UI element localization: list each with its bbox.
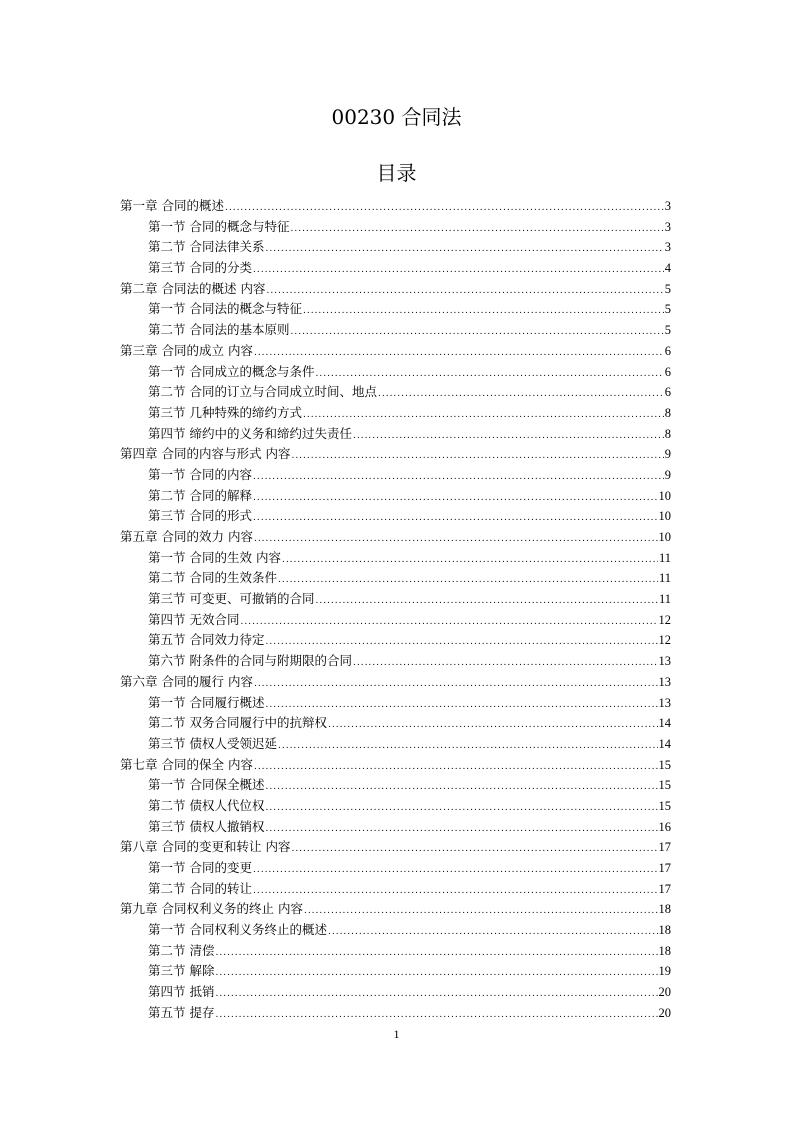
toc-section-entry[interactable] — [120, 796, 671, 817]
dot-leader — [215, 984, 657, 1005]
toc-entry-label: 第二节 合同法的基本原则 — [148, 322, 290, 338]
toc-entry-page: 17 — [658, 861, 671, 875]
toc-entry-page: 15 — [658, 757, 671, 772]
dot-leader — [328, 922, 658, 943]
toc-entry-page: 3 — [664, 240, 671, 255]
toc-entry-page: 9 — [664, 447, 671, 462]
toc-section-entry[interactable] — [120, 486, 671, 507]
toc-entry-label: 第三节 债权人撤销权 — [148, 818, 265, 834]
toc-entry-page: 12 — [658, 633, 671, 648]
toc-entry-page: 8 — [664, 405, 671, 420]
dot-leader — [291, 446, 663, 467]
toc-entry-label: 第一章 合同的概述 — [120, 198, 224, 213]
dot-leader — [290, 219, 663, 240]
dot-leader — [254, 343, 664, 364]
toc-entry-label: 第八章 合同的变更和转让 内容 — [120, 839, 291, 855]
toc-section-entry[interactable] — [120, 403, 671, 424]
toc-entry-page: 17 — [658, 840, 671, 855]
toc-entry-page: 5 — [664, 302, 671, 317]
toc-entry-label: 第二节 合同的解释 — [148, 487, 252, 503]
toc-entry-label: 第二节 债权人代位权 — [148, 797, 265, 813]
toc-chapter-entry[interactable] — [120, 196, 671, 217]
toc-entry-label: 第一节 合同成立的概念与条件 — [148, 363, 315, 379]
toc-entry-label: 第一节 合同权利义务终止的概述 — [148, 922, 327, 938]
toc-section-entry[interactable] — [120, 217, 671, 238]
toc-entry-label: 第三节 债权人受领迟延 — [148, 735, 277, 751]
dot-leader — [282, 550, 658, 571]
dot-leader — [253, 488, 658, 509]
dot-leader — [304, 901, 658, 922]
toc-section-entry[interactable] — [120, 651, 671, 672]
dot-leader — [254, 757, 658, 778]
toc-chapter-entry[interactable] — [120, 444, 671, 465]
toc-entry-label: 第七章 合同的保全 内容 — [120, 756, 253, 772]
toc-chapter-entry[interactable] — [120, 755, 671, 776]
toc-entry-page: 3 — [664, 219, 671, 234]
dot-leader — [303, 405, 664, 426]
toc-section-entry[interactable] — [120, 568, 671, 589]
toc-entry-label: 第四节 缔约中的义务和缔约过失责任 — [148, 425, 352, 441]
toc-section-entry[interactable] — [120, 320, 671, 341]
toc-section-entry[interactable] — [120, 362, 671, 383]
toc-entry-label: 第一节 合同法的概念与特征 — [148, 301, 302, 317]
toc-entry-label: 第三节 可变更、可撤销的合同 — [148, 591, 315, 607]
dot-leader — [266, 281, 663, 302]
table-of-contents — [120, 196, 671, 1024]
toc-section-entry[interactable] — [120, 693, 671, 714]
toc-entry-label: 第二节 合同的转让 — [148, 880, 252, 896]
toc-entry-label: 第一节 合同保全概述 — [148, 777, 265, 793]
toc-entry-label: 第二节 合同的订立与合同成立时间、地点 — [148, 384, 377, 400]
toc-entry-page: 19 — [658, 964, 671, 979]
toc-entry-page: 10 — [658, 509, 671, 524]
toc-section-entry[interactable] — [120, 920, 671, 941]
dot-leader — [215, 1005, 657, 1026]
toc-entry-page: 20 — [658, 1005, 671, 1020]
toc-chapter-entry[interactable] — [120, 527, 671, 548]
dot-leader — [253, 508, 658, 529]
toc-section-entry[interactable] — [120, 630, 671, 651]
document-title: 00230 合同法 — [331, 105, 462, 129]
dot-leader — [253, 260, 664, 281]
toc-entry-page: 3 — [664, 199, 671, 213]
toc-section-entry[interactable] — [120, 424, 671, 445]
dot-leader — [253, 467, 664, 488]
toc-entry-page: 6 — [664, 364, 671, 379]
dot-leader — [378, 384, 664, 405]
toc-entry-page: 15 — [658, 778, 671, 793]
toc-chapter-entry[interactable] — [120, 837, 671, 858]
toc-entry-label: 第一节 合同的变更 — [148, 860, 252, 875]
toc-section-entry[interactable] — [120, 982, 671, 1003]
dot-leader — [265, 819, 657, 840]
dot-leader — [253, 881, 658, 902]
dot-leader — [353, 653, 658, 674]
dot-leader — [254, 529, 658, 550]
toc-entry-page: 12 — [658, 612, 671, 627]
toc-entry-page: 15 — [658, 798, 671, 813]
toc-entry-label: 第三节 几种特殊的缔约方式 — [148, 404, 302, 420]
toc-section-entry[interactable] — [120, 610, 671, 631]
dot-leader — [353, 426, 664, 447]
toc-entry-page: 14 — [658, 736, 671, 751]
toc-entry-page: 8 — [664, 426, 671, 441]
toc-section-entry[interactable] — [120, 817, 671, 838]
toc-entry-page: 6 — [664, 343, 671, 358]
dot-leader — [278, 736, 658, 757]
toc-entry-label: 第四节 无效合同 — [148, 611, 240, 627]
dot-leader — [315, 591, 657, 612]
toc-entry-page: 10 — [658, 488, 671, 503]
toc-entry-label: 第五章 合同的效力 内容 — [120, 529, 253, 544]
toc-entry-label: 第五节 提存 — [148, 1004, 215, 1020]
toc-section-entry[interactable] — [120, 941, 671, 962]
toc-section-entry[interactable] — [120, 734, 671, 755]
toc-section-entry[interactable] — [120, 858, 671, 879]
dot-leader — [278, 570, 658, 591]
dot-leader — [265, 777, 657, 798]
toc-entry-page: 14 — [658, 716, 671, 731]
dot-leader — [240, 612, 657, 633]
toc-section-entry[interactable] — [120, 961, 671, 982]
toc-section-entry[interactable] — [120, 879, 671, 900]
toc-entry-label: 第五节 合同效力待定 — [148, 632, 265, 648]
toc-chapter-entry[interactable] — [120, 672, 671, 693]
dot-leader — [303, 301, 664, 322]
toc-entry-page: 18 — [658, 923, 671, 938]
dot-leader — [315, 364, 663, 385]
dot-leader — [215, 963, 657, 984]
dot-leader — [291, 839, 657, 860]
dot-leader — [265, 798, 657, 819]
toc-entry-page: 6 — [664, 385, 671, 400]
toc-entry-label: 第九章 合同权利义务的终止 内容 — [120, 901, 303, 917]
toc-entry-page: 13 — [658, 695, 671, 710]
toc-section-entry[interactable] — [120, 465, 671, 486]
toc-entry-page: 11 — [658, 550, 671, 565]
toc-entry-page: 13 — [658, 674, 671, 689]
dot-leader — [225, 198, 664, 219]
toc-entry-label: 第一节 合同的生效 内容 — [148, 549, 281, 565]
page-number: 1 — [393, 1027, 400, 1041]
toc-entry-label: 第四节 抵销 — [148, 984, 215, 1000]
toc-entry-label: 第六节 附条件的合同与附期限的合同 — [148, 653, 352, 669]
toc-chapter-entry[interactable] — [120, 279, 671, 300]
toc-chapter-entry[interactable] — [120, 899, 671, 920]
toc-entry-label: 第二节 清偿 — [148, 942, 215, 958]
toc-entry-page: 13 — [658, 654, 671, 669]
toc-entry-label: 第一节 合同的内容 — [148, 466, 252, 482]
dot-leader — [290, 322, 663, 343]
toc-entry-page: 18 — [658, 902, 671, 917]
toc-section-entry[interactable] — [120, 506, 671, 527]
toc-section-entry[interactable] — [120, 1003, 671, 1024]
toc-entry-page: 11 — [658, 571, 671, 586]
dot-leader — [265, 695, 657, 716]
toc-entry-page: 11 — [658, 592, 671, 607]
toc-entry-page: 4 — [664, 261, 671, 276]
toc-entry-label: 第六章 合同的履行 内容 — [120, 673, 253, 689]
toc-chapter-entry[interactable] — [120, 341, 671, 362]
dot-leader — [328, 715, 658, 736]
toc-entry-page: 5 — [664, 323, 671, 338]
dot-leader — [254, 674, 658, 695]
toc-entry-label: 第二节 合同法律关系 — [148, 239, 265, 255]
dot-leader — [265, 239, 663, 260]
toc-entry-page: 18 — [658, 943, 671, 958]
toc-entry-page: 5 — [664, 281, 671, 296]
toc-entry-label: 第一节 合同履行概述 — [148, 694, 265, 710]
dot-leader — [253, 860, 658, 881]
toc-entry-label: 第三章 合同的成立 内容 — [120, 342, 253, 358]
toc-entry-page: 9 — [664, 467, 671, 482]
toc-entry-label: 第二节 双务合同履行中的抗辩权 — [148, 715, 327, 731]
toc-entry-page: 20 — [658, 985, 671, 1000]
toc-section-entry[interactable] — [120, 237, 671, 258]
toc-section-entry[interactable] — [120, 382, 671, 403]
toc-section-entry[interactable] — [120, 775, 671, 796]
toc-section-entry[interactable] — [120, 713, 671, 734]
toc-entry-page: 10 — [658, 530, 671, 544]
dot-leader — [215, 943, 657, 964]
toc-entry-page: 17 — [658, 881, 671, 896]
toc-section-entry[interactable] — [120, 548, 671, 569]
toc-heading: 目录 — [376, 161, 417, 185]
toc-entry-label: 第二章 合同法的概述 内容 — [120, 280, 266, 296]
toc-entry-label: 第一节 合同的概念与特征 — [148, 218, 290, 234]
toc-entry-label: 第三节 解除 — [148, 963, 215, 979]
toc-section-entry[interactable] — [120, 589, 671, 610]
toc-entry-label: 第二节 合同的生效条件 — [148, 570, 277, 586]
dot-leader — [265, 632, 657, 653]
toc-entry-label: 第四章 合同的内容与形式 内容 — [120, 446, 291, 462]
toc-section-entry[interactable] — [120, 258, 671, 279]
toc-section-entry[interactable] — [120, 299, 671, 320]
toc-entry-label: 第三节 合同的形式 — [148, 508, 252, 524]
toc-entry-page: 16 — [658, 819, 671, 834]
toc-entry-label: 第三节 合同的分类 — [148, 260, 252, 276]
